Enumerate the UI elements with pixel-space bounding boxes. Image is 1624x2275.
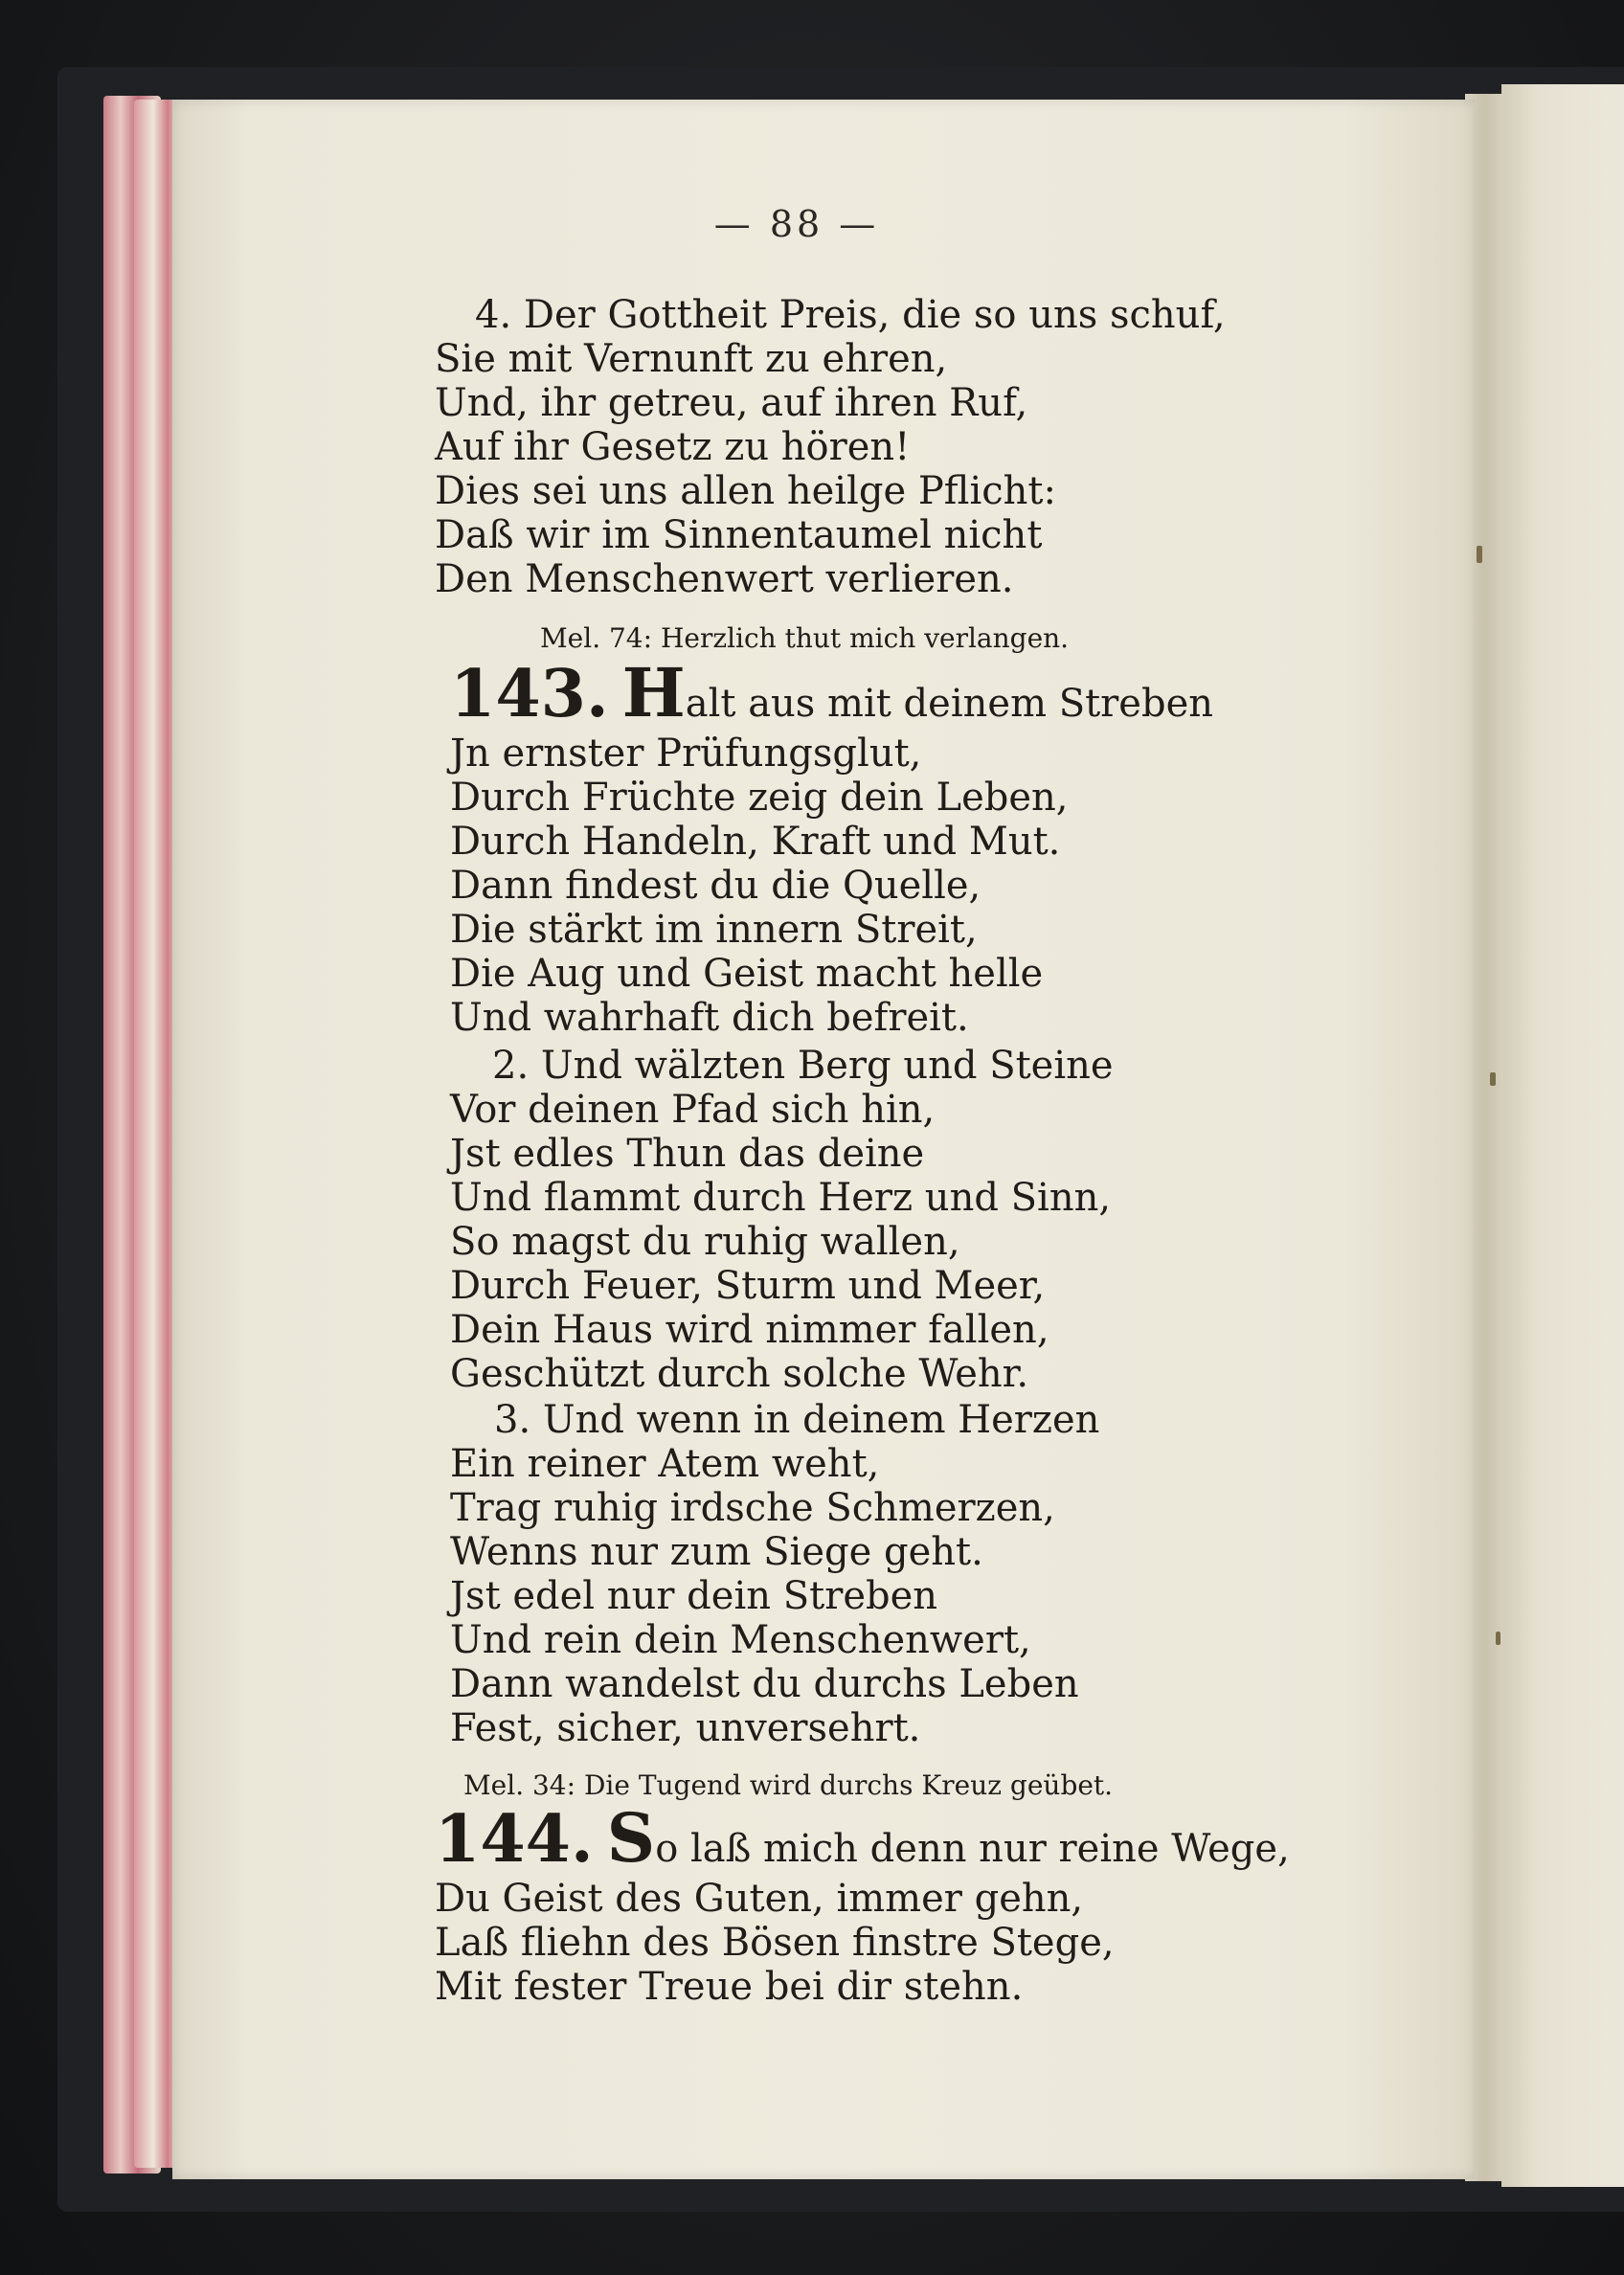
first-line-text: o laß mich denn nur reine Wege, [655,1827,1290,1871]
verse-line: Und, ihr getreu, auf ihren Ruf, [435,381,1028,425]
verse-line: Dann wandelst du durchs Leben [450,1662,1079,1706]
verse-line: Wenns nur zum Siege geht. [450,1530,983,1574]
verse-line: So magst du ruhig wallen, [450,1220,960,1264]
paper-stain [1490,1072,1496,1086]
verse-line: Jn ernster Prüfungsglut, [450,732,922,776]
hymn-number: 144. [435,1801,594,1878]
verse-line: Durch Handeln, Kraft und Mut. [450,820,1061,864]
verse-line: Du Geist des Guten, immer gehn, [435,1877,1084,1921]
verse-line: Dein Haus wird nimmer fallen, [450,1308,1049,1352]
paper-stain [1496,1632,1500,1645]
verse-line: Den Menschenwert verlieren. [435,557,1014,601]
verse-line: Ein reiner Atem weht, [450,1442,880,1486]
verse-line: Auf ihr Gesetz zu hören! [435,425,911,469]
verse-line: Daß wir im Sinnentaumel nicht [435,513,1043,557]
verse-line: Geschützt durch solche Wehr. [450,1352,1029,1396]
verse-line: 4. Der Gottheit Preis, die so uns schuf, [475,293,1226,337]
verse-line: Die stärkt im innern Streit, [450,908,978,952]
book-page [172,100,1475,2179]
hymn-first-line [435,1798,1290,1880]
drop-initial: S [606,1798,656,1878]
melody-reference: Mel. 34: Die Tugend wird durchs Kreuz geübet. [463,1769,1114,1801]
first-line-text: alt aus mit deinem Streben [685,682,1214,726]
paper-stain [1477,546,1482,563]
verse-line: Jst edles Thun das deine [450,1132,925,1176]
verse-line: Durch Feuer, Sturm und Meer, [450,1264,1046,1308]
verse-line: Fest, sicher, unversehrt. [450,1706,921,1750]
verse-line: Und flammt durch Herz und Sinn, [450,1176,1112,1220]
verse-line: Trag ruhig irdsche Schmerzen, [450,1486,1055,1530]
verse-line: Dann findest du die Quelle, [450,864,981,908]
verse-line: Jst edel nur dein Streben [450,1574,938,1618]
verse-line: 3. Und wenn in deinem Herzen [494,1398,1100,1442]
page-number: — 88 — [713,203,880,245]
verse-line: Die Aug und Geist macht helle [450,952,1044,996]
verse-line: Durch Früchte zeig dein Leben, [450,776,1069,820]
hymn-first-line [450,653,1214,734]
hymn-number: 143. [450,656,609,732]
verse-line: Dies sei uns allen heilge Pflicht: [435,469,1056,513]
verse-line: Mit fester Treue bei dir stehn. [435,1965,1024,2009]
drop-initial: H [621,653,686,732]
verse-line: Und rein dein Menschenwert, [450,1618,1031,1662]
opposite-page [1501,84,1624,2187]
verse-line: Und wahrhaft dich befreit. [450,996,969,1040]
verse-line: Sie mit Vernunft zu ehren, [435,337,948,381]
verse-line: Laß fliehn des Bösen finstre Stege, [435,1921,1115,1965]
verse-line: Vor deinen Pfad sich hin, [450,1088,936,1132]
verse-line: 2. Und wälzten Berg und Steine [492,1044,1114,1088]
melody-reference: Mel. 74: Herzlich thut mich verlangen. [540,622,1070,654]
